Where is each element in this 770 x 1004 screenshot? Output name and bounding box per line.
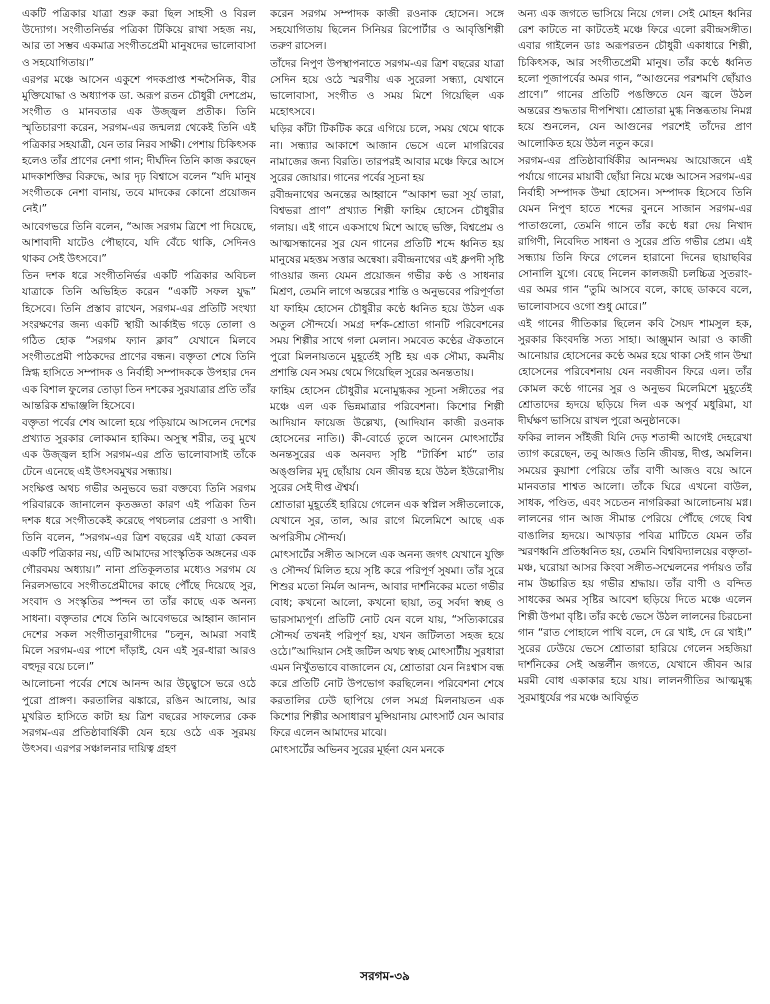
paragraph: সরগম-এর প্রতিষ্ঠাবার্ষিকীর আনন্দময় আয়োজনে এই পর্যায়ে গানের মায়াবী ছোঁয়া নিয়ে মঞ্চে আসেন সরগম-এর নির্বাহী সম্পাদক উম্মা হোসেন। সম্পাদক হিসেবে তিনি যেমন নিপুণ হাতে শব্দের বুননে সাজান সরগম-এর পাতাগুলো, তেমনি গানে তাঁর কণ্ঠে ধরা দেয় নিখাদ রাগিণী, নিবেদিত সাধনা ও সুরের প্রতি গভীর প্রেম। এই সন্ধ্যায় তিনি ফিরে গেলেন হারানো দিনের ছায়াছবির সোনালি যুগে। বেছে নিলেন কালজয়ী চলচ্চিত্র সুতরাং-এর অমর গান “তুমি আসবে বলে, কাছে ডাকবে বলে, ভালোবাসবে ওগো শুধু মোরে।” — [518, 154, 752, 313]
paragraph: এই গানের গীতিকার ছিলেন কবি সৈয়দ শামসুল হক, সুরকার কিংবদন্তি সত্য সাহা। আঞ্জুমান আরা ও কাজী আনোয়ার হোসেনের কণ্ঠে অমর হয়ে থাকা সেই গান উম্মা হোসেনের পরিবেশনায় যেন নবজীবন ফিরে এল। তাঁর কোমল কণ্ঠে গানের সুর ও অনুভব মিলেমিশে মুহূর্তেই শ্রোতাদের হৃদয়ে ছড়িয়ে দিল এক অপূর্ব মধুরিমা, যা দীর্ঘক্ষণ ভাসিয়ে রাখল পুরো অনুষ্ঠানকে। — [518, 317, 752, 428]
paragraph: সংক্ষিপ্ত অথচ গভীর অনুভবে ভরা বক্তব্যে তিনি সরগম পরিবারকে জানালেন কৃতজ্ঞতা কারণ এই পত্রিকা তিন দশক ধরে সংগীতকেই করেছে পথচলার প্রেরণা ও সাথী। তিনি বলেন, “সরগম-এর ত্রিশ বছরের এই যাত্রা কেবল একটি পত্রিকার নয়, এটি আমাদের সাংস্কৃতিক অঙ্গনের এক গৌরবময় অধ্যায়।” নানা প্রতিকূলতার মধ্যেও সরগম যে নিরলসভাবে সংগীতপ্রেমীদের কাছে পৌঁছে দিয়েছে সুর, সংবাদ ও সংস্কৃতির স্পন্দন তা তাঁর কাছে এক অনন্য সাধনা। বক্তৃতার শেষে তিনি আবেগভরে আহ্বান জানান দেশের সকল সংগীতানুরাগীদের “চলুন, আমরা সবাই মিলে সরগম-এর পাশে দাঁড়াই, যেন এই সুর-ধারা আরও বহুদূর বয়ে চলে।” — [22, 482, 256, 674]
text-columns — [22, 6, 752, 956]
paragraph: মোৎসার্টের সঙ্গীত আসলে এক অনন্য জগৎ যেখানে যুক্তি ও সৌন্দর্য মিলিত হয়ে সৃষ্টি করে পরিপূর্ণ সুষমা। তাঁর সুরে শিশুর মতো নির্মল আনন্দ, আবার দার্শনিকের মতো গভীর বোধ; কখনো আলো, কখনো ছায়া, তবু সর্বদা স্বচ্ছ ও ভারসাম্যপূর্ণ। প্রতিটি নোট যেন বলে যায়, “সত্যিকারের সৌন্দর্য তখনই পরিপূর্ণ হয়, যখন জটিলতা সহজ হয়ে ওঠে।”আদিয়ান সেই জটিল অথচ স্বচ্ছ মোৎসার্টীয় সুরধারা এমন নিখুঁতভাবে বাজালেন যে, শ্রোতারা যেন নিঃশ্বাস বন্ধ করে প্রতিটি নোট উপভোগ করছিলেন। পরিবেশনা শেষে করতালির ঢেউ ছাপিয়ে গেল সমগ্র মিলনায়তন এক কিশোর শিল্পীর অসাধারণ মুন্সিয়ানায় মোৎসার্ট যেন আবার ফিরে এলেন আমাদের মাঝে। — [270, 548, 504, 739]
paragraph: বক্তৃতা পর্বের শেষ আলো হয়ে পড়িয়ামে আসলেন দেশের প্রখ্যাত সুরকার লোকমান হাকিম। অসুস্থ শরীর, তবু মুখে এক উজ্জ্বল হাসি সরগম-এর প্রতি ভালোবাসাই তাঁকে টেনে এনেছে এই উৎসবমুখর সন্ধ্যায়। — [22, 417, 256, 478]
paragraph: তিন দশক ধরে সংগীতনির্ভর একটি পত্রিকার অবিচল যাত্রাকে তিনি অভিহিত করেন “একটি সফল যুদ্ধ” হিসেবে। তিনি প্রস্তাব রাখেন, সরগম-এর প্রতিটি সংখ্যা সংরক্ষণের জন্য একটি স্থায়ী আর্কাইভ গড়ে তোলা ও গঠিত হোক “সরগম ফ্যান ক্লাব” যেখানে মিলবে সংগীতপ্রেমী পাঠকদের প্রাণের বন্ধন। বক্তৃতা শেষে তিনি স্নিগ্ধ হাসিতে সম্পাদক ও নির্বাহী সম্পাদককে উপহার দেন এক বিশাল ফুলের তোড়া তিন দশকের সুরযাত্রার প্রতি তাঁর আন্তরিক শ্রদ্ধাঞ্জলি হিসেবে। — [22, 270, 256, 412]
magazine-page — [22, 6, 752, 956]
paragraph: অন্য এক জগতে ভাসিয়ে নিয়ে গেল। সেই মোহন ধ্বনির রেশ কাটতে না কাটতেই মঞ্চে ফিরে এলো রবীন্দ্রসঙ্গীত। এবার গাইলেন ডাঃ অরূপরতন চৌধুরী একাধারে শিল্পী, চিকিৎসক, আর সংগীতপ্রেমী মানুষ। তাঁর কণ্ঠে ধ্বনিত হলো পূজাপর্বের অমর গান, “আগুনের পরশমণি ছোঁয়াও প্রাণে।” গানের প্রতিটি পঙক্তিতে যেন জ্বলে উঠল অন্তরের শুদ্ধতার দীপশিখা। শ্রোতারা মুগ্ধ নিস্তব্ধতায় নিমগ্ন হয়ে শুনলেন, যেন আগুনের পরশেই তাঁদের প্রাণ আলোকিত হয়ে উঠল নতুন করে। — [518, 8, 752, 150]
paragraph: ফাহিম হোসেন চৌধুরীর মনোমুগ্ধকর সূচনা সঙ্গীতের পর মঞ্চে এল এক ভিন্নমাত্রার পরিবেশনা। কিশোর শিল্পী আদিয়ান ফায়েজ উল্লেখ্য, (আদিযান কাজী রওনাক হোসেনের নাতি।) কী-বোর্ডে তুলে আনেন মোৎসার্টের অনন্তসুরের এক অনবদ্য সৃষ্টি “টার্কিশ মার্চ” তার অঙ্গুলির মৃদু ছোঁয়ায় যেন জীবন্ত হয়ে উঠল ইউরোপীয় সুরের সেই দীপ্ত ঐশ্বর্য। — [270, 384, 504, 494]
paragraph: রবীন্দ্রনাথের অনন্তের আহ্বানে “আকাশ ভরা সূর্য তারা, বিশ্বভরা প্রাণ” প্রখ্যাত শিল্পী ফাহিম হোসেন চৌধুরীর গলায়। এই গানে একসাথে মিশে আছে ভক্তি, বিশ্বপ্রেম ও আত্মসন্ধানের সুর যেন গানের প্রতিটি শব্দে ধ্বনিত হয় মানুষের মহত্তম সত্তার অন্বেষা। রবীন্দ্রনাথের এই ধ্রুপদী সৃষ্টি গাওয়ার জন্য যেমন প্রয়োজন গভীর কণ্ঠ ও সাধনার মিশ্রণ, তেমনি লাগে অন্তরের শান্তি ও অনুভবের পরিপূর্ণতা যা ফাহিম হোসেন চৌধুরীর কণ্ঠে ধ্বনিত হয়ে উঠল এক অতুল সৌন্দর্যে। সমগ্র দর্শক-শ্রোতা গানটি পরিবেশনের সময় শিল্পীর সাথে গলা মেলান। সমবেত কণ্ঠের ঐকতানে পুরো মিলনায়তনে মুহূর্তেই সৃষ্টি হয় এক সৌম্য, কমনীয় প্রশান্তি যেন সময় থেমে গিয়েছিল সুরের অনন্ততায়। — [270, 189, 504, 380]
paragraph: আবেগভরে তিনি বলেন, “আজ সরগম ত্রিশে পা দিয়েছে, আশাবাদী যাটেও পৌছাবে, যদি বেঁচে থাকি, সেদিনও থাকব সেই উৎসবে।” — [22, 220, 256, 266]
column-1 — [22, 6, 256, 956]
column-2 — [270, 6, 504, 956]
paragraph: আলোচনা পর্বের শেষে আনন্দ আর উচ্ছ্বাসে ভরে ওঠে পুরো প্রাঙ্গণ। করতালির ঝঙ্কারে, রঙিন আলোয়, আর মুখরিত হাসিতে কাটা হয় ত্রিশ বছরের সাফল্যের কেক সরগম-এর প্রতিষ্ঠাবার্ষিকী যেন হয়ে ওঠে এক সুরময় উৎসব। এরপর সঞ্চালনার দায়িত্ব গ্রহণ — [22, 678, 256, 756]
paragraph: ফকির লালন সাঁইজী যিনি দেড় শতাব্দী আগেই দেহরেখা ত্যাগ করেছেন, তবু আজও তিনি জীবন্ত, দীপ্ত, অমলিন। সময়ের কুয়াশা পেরিয়ে তাঁর বাণী আজও বয়ে আনে মানবতার শাশ্বত আলো। তাঁকে ঘিরে এখনো বাউল, সাধক, পণ্ডিত, এবং সচেতন নাগরিকরা আলোচনায় মগ্ন। লালনের গান আজ সীমান্ত পেরিয়ে পৌঁছে গেছে বিশ্ব বাঙালির হৃদয়ে। আখড়ার পবিত্র মাটিতে যেমন তাঁর স্মরণধ্বনি প্রতিধ্বনিত হয়, তেমনি বিশ্ববিদ্যালয়ের বক্তৃতা-মঞ্চ, ঘরোয়া আসর কিংবা সঙ্গীত-সম্মেলনের পর্দায়ও তাঁর নাম উচ্চারিত হয় গভীর শ্রদ্ধায়। তাঁর বাণী ও বন্দিত সাধকের অমর সৃষ্টির আবেশ ছড়িয়ে দিতে মঞ্চে এলেন শিল্পী উপমা বৃষ্টি। তাঁর কণ্ঠে ভেসে উঠল লালনের চিরচেনা গান “রাত পোহালে পাখি বলে, দে রে খাই, দে রে খাই।” সুরের ঢেউয়ে ভেসে শ্রোতারা হারিয়ে গেলেন সহজিয়া দার্শনিকের সেই অন্তর্লীন জগতে, যেখানে জীবন আর মরমী বোধ একাকার হয়ে যায়। লালনগীতির আত্মমুগ্ধ সুরমাধুর্যের পর মঞ্চে আবির্ভূত — [518, 432, 752, 704]
column-3 — [518, 6, 752, 956]
paragraph: মোৎসার্টের অভিনব সুরের মূর্ছনা যেন মনকে — [270, 744, 445, 757]
paragraph: শ্রোতারা মুহূর্তেই হারিয়ে গেলেন এক স্বপ্নিল সঙ্গীতলোকে, যেখানে সুর, তাল, আর রাগে মিলেমিশে আছে এক অপরিসীম সৌন্দর্য। — [270, 499, 504, 544]
paragraph: ঘড়ির কাঁটা টিকটিক করে এগিয়ে চলে, সময় থেমে থাকে না। সন্ধ্যার আকাশে আজান ভেসে এলে মাগরিবের নামাজের জন্য বিরতি। তারপরই আবার মঞ্চে ফিরে আসে সুরের জোয়ার। গানের পর্বের সূচনা হয় — [270, 123, 504, 185]
paragraph: তাঁদের নিপুণ উপস্থাপনাতে সরগম-এর ত্রিশ বছরের যাত্রা সেদিন হয়ে ওঠে স্মরণীয় এক সুরেলা সন্ধ্যা, যেখানে ভালোবাসা, সংগীত ও সময় মিশে গিয়েছিল এক মহোৎসবে। — [270, 57, 504, 119]
page-footer: সরগম-৩৯ — [360, 969, 410, 983]
paragraph: একটি পত্রিকার যাত্রা শুরু করা ছিল সাহসী ও বিরল উদ্যোগ। সংগীতনির্ভর পত্রিকা টিকিয়ে রাখা সহজ নয়, আর তা সম্ভব একমাত্র সংগীতপ্রেমী মানুষদের ভালোবাসা ও সহযোগিতায়।” — [22, 8, 256, 69]
paragraph: এরপর মঞ্চে আসেন একুশে পদকপ্রাপ্ত শব্দসৈনিক, বীর মুক্তিযোদ্ধা ও অধ্যাপক ডা. অরূপ রতন চৌধুরী দেশপ্রেম, সংগীত ও মানবতার এক উজ্জ্বল প্রতীক। তিনি স্মৃতিচারণা করেন, সরগম-এর জন্মলগ্ন থেকেই তিনি এই পত্রিকার সহযাত্রী, যেন তার নিরব সাক্ষী। পেশায় চিকিৎসক হলেও তাঁর প্রাণের নেশা গান; দীর্ঘদিন তিনি কাজ করছেন মাদকাশক্তির বিরুদ্ধে, আর দৃঢ় বিশ্বাসে বলেন “যদি মানুষ সংগীতকে নেশা বানায়, তবে মাদকের কোনো প্রয়োজন নেই।” — [22, 73, 256, 216]
paragraph: করেন সরগম সম্পাদক কাজী রওনাক হোসেন। সঙ্গে সহযোগিতায় ছিলেন সিনিয়র রিপোর্টার ও আবৃত্তিশিল্পী তরুণ রাসেল। — [270, 8, 504, 53]
